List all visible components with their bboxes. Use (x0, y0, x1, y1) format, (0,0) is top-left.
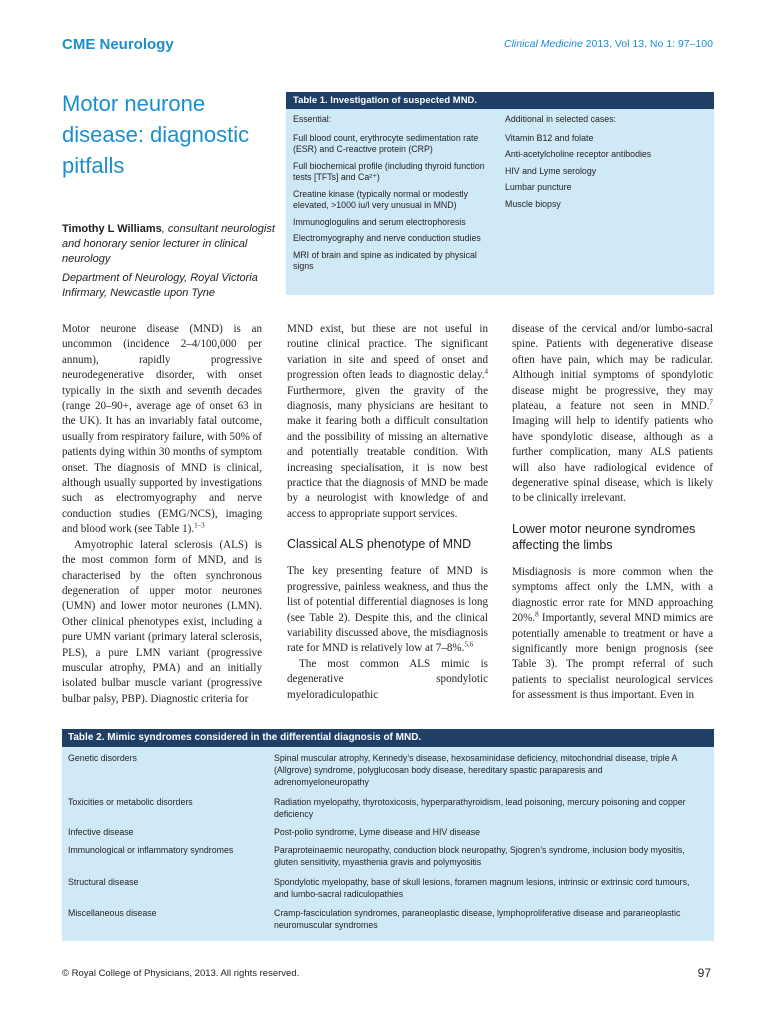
article-title: Motor neurone disease: diagnostic pitfalls (62, 91, 250, 178)
body-column-2 (287, 322, 488, 703)
paragraph: Amyotrophic lateral sclerosis (ALS) is the most common form of MND, and is characterised by the often synchronous degeneration of upper motor neurones (UMN) and lower motor neurones (LMN). Other clinical phenotypes exist, including a pure UMN variant (primary lateral sclerosis, PLS), a pure LMN variant (progressive muscular atrophy, PMA) and an initially isolated bulbar muscle variant (progressive bulbar palsy, PBP). Diagnostic criteria for (62, 538, 262, 705)
author-name: Timothy L Williams (62, 223, 162, 235)
body-column-1 (62, 322, 262, 707)
table-cell-category: Genetic disorders (68, 753, 137, 763)
table-2 (62, 729, 714, 941)
table-1-additional-column (505, 114, 710, 215)
table-1 (286, 92, 714, 295)
table-1-item: Electromyography and nerve conduction studies (293, 233, 481, 243)
paragraph-text: Motor neurone disease (MND) is an uncommon (incidence 2–4/100,000 per annum), rapidly progressive neurodegenerative disorder, with onset typically in the sixth and seventh decades (range 20–90+, average age of onset 63 in the UK). It has an invariably fatal outcome, usually from respiratory failure, with 50% of patients dying within 30 months of symptom onset. The diagnosis of MND is clinical, although usually supported by investigations such as electromyography and nerve conduction studies (EMG/NCS), imaging and blood work (see Table 1). (62, 323, 262, 536)
citation-ref: 8 (535, 610, 539, 619)
table-1-item: Immunoglogulins and serum electrophoresis (293, 216, 466, 227)
table-1-essential-column (293, 114, 488, 278)
section-heading: Lower motor neurone syndromes affecting the limbs (512, 521, 696, 552)
paragraph (512, 322, 713, 507)
table-2-caption: Table 2. Mimic syndromes considered in the differential diagnosis of MND. (62, 729, 714, 747)
paragraph-text: MND exist, but these are not useful in routine clinical practice. The significant variation in site and speed of onset and progression often leads to diagnostic delay. (287, 323, 488, 382)
paragraph-text: The key presenting feature of MND is progressive, painless weakness, and thus the list of potential differential diagnoses is long (see Table 2). Despite this, and the clinical variability discussed above, the misdiagnosis rate for MND is relatively low at 7–8%. (287, 565, 488, 655)
table-cell-conditions: Radiation myelopathy, thyrotoxicosis, hyperparathyroidism, lead poisoning, mercury poisoning and copper deficiency (274, 797, 686, 819)
paragraph-text: Furthermore, given the gravity of the diagnosis, many physicians are hesitant to make it fearing both a difficult consultation and the possibility of missing an alternative and potentially treatable condition. With increasing specialisation, it is now best practice that the diagnosis of MND be made by a neurologist with knowledge of and access to appropriate support services. (287, 384, 488, 520)
table-1-item: Muscle biopsy (505, 198, 561, 209)
paragraph (512, 565, 713, 704)
table-cell-category: Toxicities or metabolic disorders (68, 797, 193, 807)
table-1-item: MRI of brain and spine as indicated by physical signs (293, 249, 477, 271)
table-cell-category: Structural disease (68, 877, 139, 887)
table-cell-conditions: Cramp-fasciculation syndromes, paraneoplastic disease, lymphoproliferative disease and paraneoplastic neuromuscular syndromes (274, 908, 681, 930)
table-1-item: Full blood count, erythrocyte sedimentation rate (ESR) and C-reactive protein (CRP) (293, 132, 479, 154)
table-1-item: HIV and Lyme serology (505, 165, 597, 176)
section-label: CME Neurology (62, 36, 174, 53)
page-number: 97 (697, 966, 711, 980)
table-cell-conditions: Spondylotic myelopathy, base of skull lesions, foramen magnum lesions, intrinsic or extrinsic cord tumours, and lumbo-sacral radiculopathies (274, 877, 690, 899)
table-cell-category: Miscellaneous disease (68, 908, 157, 918)
table-1-additional-heading: Additional in selected cases: (505, 114, 617, 124)
table-1-item: Anti-acetylcholine receptor antibodies (505, 149, 652, 159)
paragraph (62, 322, 262, 538)
paragraph-text: Imaging will help to identify patients who have spondylotic disease, although as a further complication, many ALS patients will also have radiological evidence of degenerative spinal disease, which is likely to be clinically irrelevant. (512, 415, 713, 505)
author-line (62, 222, 277, 267)
paragraph (287, 564, 488, 656)
citation-ref: 1–3 (194, 521, 205, 530)
author-block (62, 222, 277, 305)
body-column-3 (512, 322, 713, 704)
table-1-item: Creatine kinase (typically normal or modestly elevated, >1000 iu/l very unusual in MND) (293, 188, 469, 210)
table-cell-conditions: Spinal muscular atrophy, Kennedy’s disease, hexosaminidase deficiency, mitochondrial disease, triple A (Allgrove) syndrome, polyglucosan body disease, hereditary spastic paraparesis and adrenomyeloneuropathy (274, 753, 677, 787)
citation-ref: 7 (709, 398, 713, 407)
journal-citation (504, 38, 713, 50)
journal-volume: 2013, Vol 13, No 1: 97–100 (582, 38, 713, 50)
paragraph (287, 322, 488, 522)
paragraph-text: Importantly, several MND mimics are potentially amenable to treatment or have a significantly more benign prognosis (see Table 3). The prompt referral of such patients to specialist neurological services for assessment is thus important. Even in (512, 612, 713, 702)
citation-ref: 4 (484, 367, 488, 376)
author-role: , consultant neurologist and honorary senior lecturer in clinical neurology (62, 223, 275, 265)
table-cell-category: Immunological or inflammatory syndromes (68, 845, 234, 855)
journal-name: Clinical Medicine (504, 38, 583, 50)
paragraph-text: disease of the cervical and/or lumbo-sacral spine. Patients with degenerative disease often have pain, which may be radicular. Although initial symptoms of spondylotic disease might be progressive, they may plateau, a feature not seen in MND. (512, 323, 713, 413)
footer-copyright: © Royal College of Physicians, 2013. All rights reserved. (62, 968, 300, 979)
citation-ref: 5,6 (464, 640, 474, 649)
table-cell-category: Infective disease (68, 827, 134, 837)
table-1-essential-heading: Essential: (293, 114, 332, 124)
section-heading: Classical ALS phenotype of MND (287, 537, 472, 552)
table-1-item: Full biochemical profile (including thyroid function tests [TFTs] and Ca²⁺) (293, 160, 485, 182)
paragraph-text: Misdiagnosis is more common when the symptoms affect only the LMN, with a diagnostic error rate for MND approaching 20%. (512, 565, 713, 625)
table-1-item: Vitamin B12 and folate (505, 132, 594, 143)
table-1-caption: Table 1. Investigation of suspected MND. (286, 92, 714, 109)
table-cell-conditions: Paraproteinaemic neuropathy, conduction block neuropathy, Sjogren’s syndrome, inclusion body myositis, gluten sensitivity, myasthenia gravis and polymyositis (274, 845, 685, 867)
table-cell-conditions: Post-polio syndrome, Lyme disease and HIV disease (274, 827, 481, 837)
author-affiliation: Department of Neurology, Royal Victoria Infirmary, Newcastle upon Tyne (62, 272, 258, 299)
paragraph: The most common ALS mimic is degenerative spondylotic myeloradiculopathic (287, 657, 488, 701)
table-1-item: Lumbar puncture (505, 182, 572, 192)
